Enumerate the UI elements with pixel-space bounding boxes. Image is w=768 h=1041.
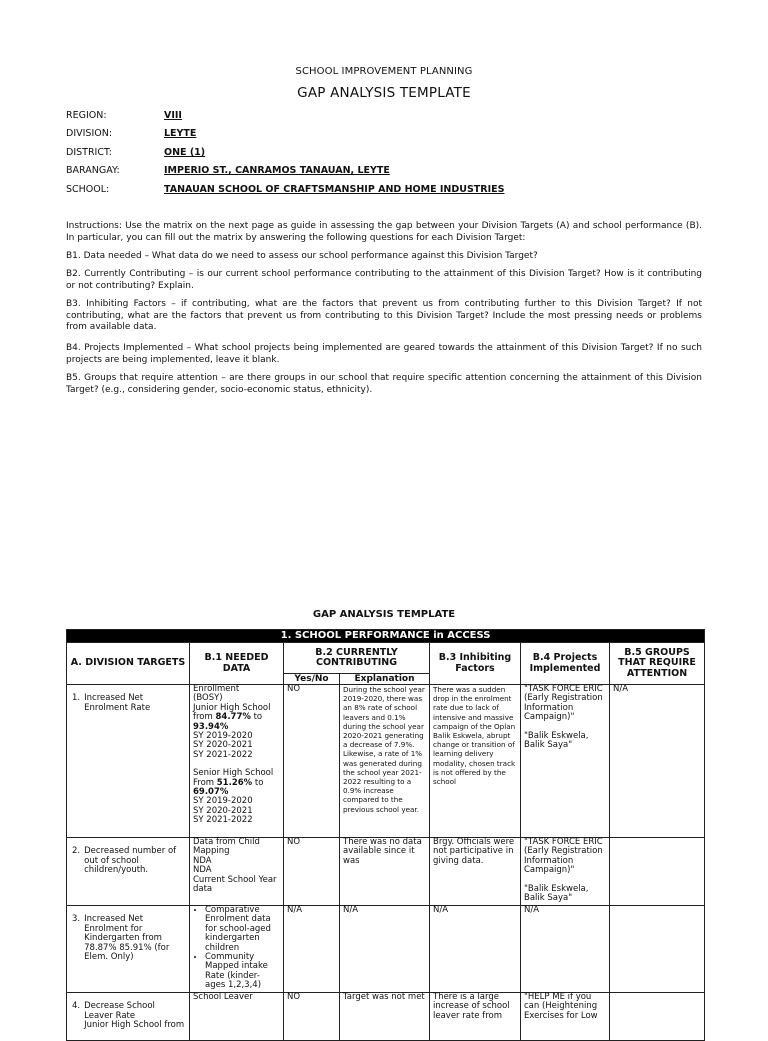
table-row — [67, 906, 705, 993]
projects-cell: "TASK FORCE ERIC (Early Registration Information Campaign)" "Balik Eskwela, Balik Saya" — [521, 838, 610, 906]
target-number: 3. — [72, 914, 81, 925]
info-value: TANAUAN SCHOOL OF CRAFTSMANSHIP AND HOME INDUSTRIES — [164, 184, 505, 195]
yes-no-cell: NO — [284, 838, 340, 906]
info-label: DISTRICT: — [66, 147, 112, 158]
target-cell — [67, 685, 190, 838]
target-text: Decreased number of out of school children/youth. — [84, 846, 177, 876]
inhibiting-cell: Brgy. Officials were not participative in giving data. — [430, 838, 521, 906]
target-text: Increased Net Enrolment for Kindergarten from 78.87% 85.91% (for Elem. Only) — [84, 914, 170, 963]
data-line: Senior High School From 51.26% to 69.07% — [193, 768, 274, 798]
data-line: Enrollment — [193, 684, 240, 694]
target-text: Decrease School Leaver Rate Junior High School from — [84, 1001, 185, 1031]
table-title: GAP ANALYSIS TEMPLATE — [312, 609, 456, 620]
target-cell — [67, 906, 190, 993]
instructions-paragraph: Instructions: Use the matrix on the next page as guide in assessing the gap between your Division Targets (A) and school performance (B). In particular, you can fill out the matrix by answering the following questions for each Division Target: — [66, 221, 702, 243]
needed-data-cell: School Leaver — [190, 993, 284, 1041]
projects-cell: N/A — [521, 906, 610, 993]
instruction-b2: B2. Currently Contributing – is our current school performance contributing to the attainment of this Division Target? How is it contributing or not contributing? Explain. — [66, 269, 702, 291]
projects-cell: "TASK FORCE ERIC (Early Registration Information Campaign)" "Balik Eskwela, Balik Saya" — [521, 685, 610, 838]
target-cell — [67, 993, 190, 1041]
info-label: DIVISION: — [66, 128, 113, 139]
info-value: IMPERIO ST., CANRAMOS TANAUAN, LEYTE — [164, 165, 390, 176]
groups-cell: N/A — [610, 685, 705, 838]
header-division-targets: A. DIVISION TARGETS — [67, 643, 190, 685]
info-label: REGION: — [66, 110, 107, 121]
target-number: 4. — [72, 1001, 81, 1012]
header-groups-attention: B.5 GROUPS THAT REQUIRE ATTENTION — [610, 643, 705, 685]
data-line: SY 2021-2022 — [193, 815, 253, 826]
explanation-cell: N/A — [340, 906, 430, 993]
page-title: GAP ANALYSIS TEMPLATE — [297, 85, 471, 101]
instruction-b3: B3. Inhibiting Factors – if contributing, what are the factors that prevent us from contributing further to this Division Target? If not contributing, what are the factors that prevent us from contributing to this Division Target? Include the most pressing needs or problems from available data. — [66, 299, 702, 332]
groups-cell — [610, 993, 705, 1041]
instruction-b4: B4. Projects Implemented – What school projects being implemented are geared towards the attainment of this Division Target? If no such projects are being implemented, leave it blank. — [66, 343, 702, 365]
table-banner: 1. SCHOOL PERFORMANCE in ACCESS — [67, 630, 705, 643]
target-cell — [67, 838, 190, 906]
needed-data-cell — [190, 685, 284, 838]
data-line: SY 2019-2020 — [193, 731, 253, 742]
data-line: Junior High School from 84.77% to 93.94% — [193, 702, 271, 732]
header-needed-data: B.1 NEEDED DATA — [190, 643, 284, 685]
data-line: SY 2020-2021 — [193, 740, 253, 751]
instruction-b1: B1. Data needed – What data do we need to assess our school performance against this Division Target? — [66, 251, 538, 261]
data-line: (BOSY) — [193, 693, 223, 704]
groups-cell — [610, 838, 705, 906]
gap-analysis-table — [66, 629, 705, 1041]
yes-no-cell: NO — [284, 993, 340, 1041]
header-explanation: Explanation — [340, 674, 430, 685]
data-line: SY 2019-2020 — [193, 796, 253, 807]
data-line: SY 2020-2021 — [193, 805, 253, 816]
header-inhibiting-factors: B.3 Inhibiting Factors — [430, 643, 521, 685]
yes-no-cell: N/A — [284, 906, 340, 993]
groups-cell — [610, 906, 705, 993]
info-value: LEYTE — [164, 128, 197, 139]
yes-no-cell: NO — [284, 685, 340, 838]
list-item: • Comparative Enrolment data for school-aged kindergarten children — [205, 906, 280, 953]
inhibiting-cell: There is a large increase of school leaver rate from — [430, 993, 521, 1041]
explanation-cell: During the school year 2019-2020, there was an 8% rate of school leavers and 0.1% during the school year 2020-2021 generating a decrease of 7.9%. Likewise, a rate of 1% was generated during the school year 2021-2022 resulting to a 0.9% increase compared to the previous school year. — [340, 685, 430, 838]
list-item: • Community Mapped intake Rate (kinder-ages 1,2,3,4) — [205, 953, 280, 991]
instruction-b5: B5. Groups that require attention – are there groups in our school that require specific attention concerning the attainment of this Division Target? (e.g., considering gender, socio-economic status, ethnicity). — [66, 373, 702, 395]
inhibiting-cell: There was a sudden drop in the enrolment rate due to lack of intensive and massive campaign of the Oplan Balik Eskwela, abrupt change or transition of learning delivery modality, chosen track is not offered by the school — [430, 685, 521, 838]
header-currently-contributing: B.2 CURRENTLY CONTRIBUTING — [284, 643, 430, 674]
explanation-cell: There was no data available since it was — [340, 838, 430, 906]
inhibiting-cell: N/A — [430, 906, 521, 993]
table-row — [67, 838, 705, 906]
info-label: SCHOOL: — [66, 184, 110, 195]
data-line: SY 2021-2022 — [193, 749, 253, 760]
info-value: ONE (1) — [164, 147, 206, 158]
info-label: BARANGAY: — [66, 165, 120, 176]
target-number: 2. — [72, 846, 81, 857]
page-subtitle: SCHOOL IMPROVEMENT PLANNING — [295, 66, 473, 77]
table-row — [67, 685, 705, 838]
target-number: 1. — [72, 693, 81, 704]
needed-data-cell — [190, 906, 284, 993]
explanation-cell: Target was not met — [340, 993, 430, 1041]
needed-data-cell: Data from Child Mapping NDA NDA Current School Year data — [190, 838, 284, 906]
table-row — [67, 993, 705, 1041]
header-yes-no: Yes/No — [284, 674, 340, 685]
header-projects-implemented: B.4 Projects Implemented — [521, 643, 610, 685]
target-text: Increased Net Enrolment Rate — [84, 693, 151, 713]
projects-cell: "HELP ME if you can (Heightening Exercises for Low — [521, 993, 610, 1041]
info-value: VIII — [164, 110, 182, 121]
